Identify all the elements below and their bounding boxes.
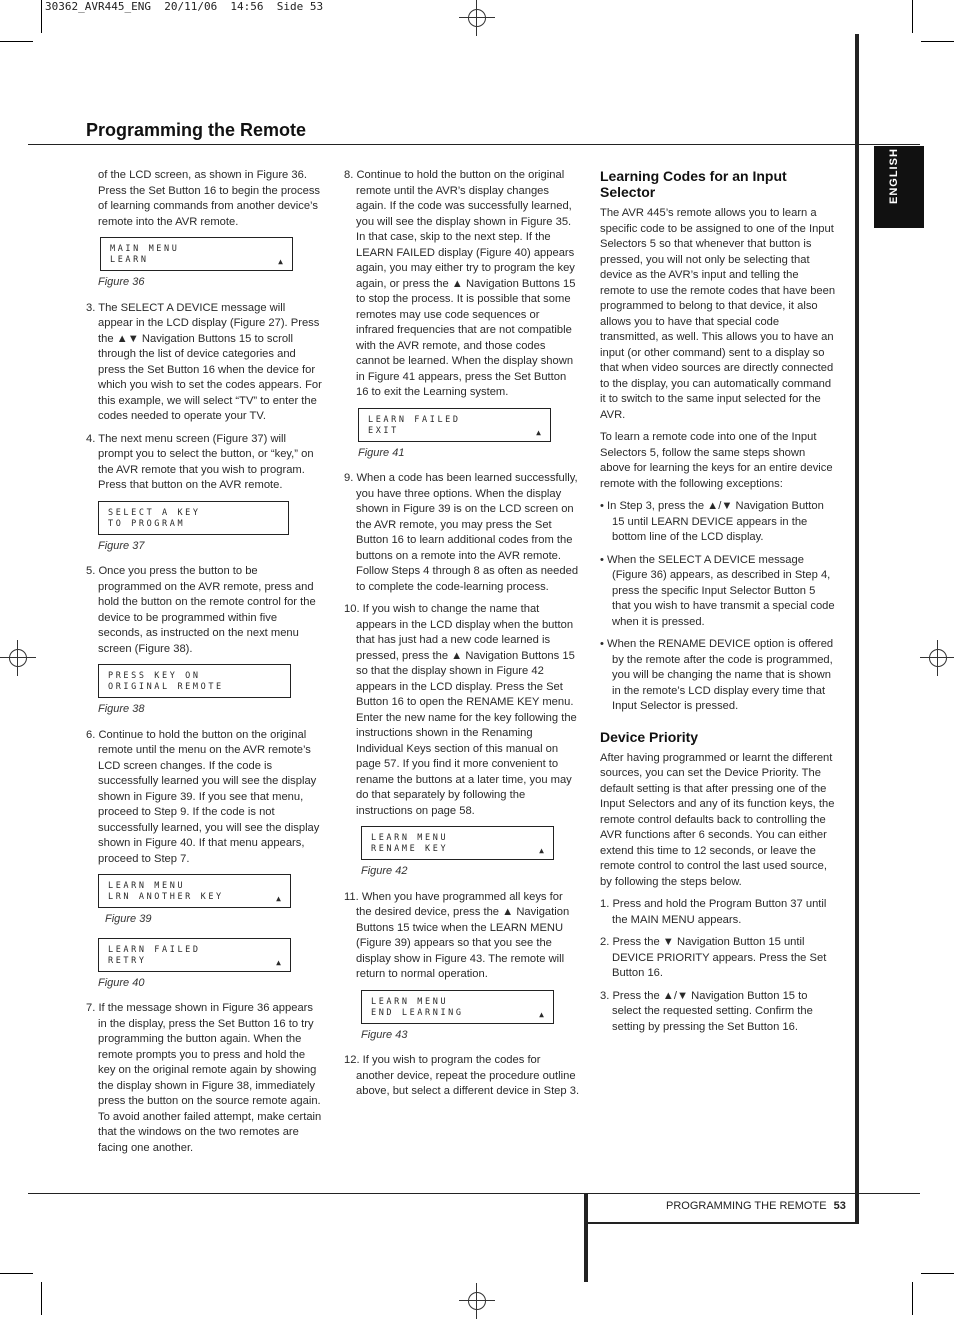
step-7: 7. If the message shown in Figure 36 appears in the display, press the Set Button 16 to try programming the button again. When the remote prompts you to press and hold the key on the original remote again by showing the display shown in Figure 38, immediately press the button on the source remote again. To avoid another failed attempt, make certain that the windows on the two remotes are facing one another. (86, 1002, 322, 1154)
lcd-figure-38 (98, 664, 291, 698)
registration-mark (459, 1283, 495, 1319)
step-6: 6. Continue to hold the button on the original remote until the menu on the AVR remote’s LCD screen changes. If the code is successfully learned you will see the display shown in Figure 39. If you see that menu, proceed to Step 9. If the code is not successfully learned, you will see the display shown in Figure 40. If that menu appears, proceed to Step 7. (86, 728, 320, 865)
arrow-up-icon: ▲ (278, 257, 283, 266)
crop-mark (921, 1273, 954, 1274)
header-rule (28, 144, 920, 145)
lcd-line-2: LRN ANOTHER KEY (108, 892, 224, 902)
lcd-line-2: RENAME KEY (371, 844, 449, 854)
bullet-item: • When the RENAME DEVICE option is offered by the remote after the code is programmed, you will be changing the name that is shown in the remote’s LCD display every time that Input Selector is pressed. (600, 638, 834, 712)
arrow-up-icon: ▲ (276, 957, 281, 967)
crop-mark (41, 0, 42, 33)
column-3 (600, 168, 836, 1042)
step-11: 11. When you have programmed all keys for the desired device, press the ▲ Navigation Buttons 15 twice when the LEARN MENU (Figure 39) appears so that you see the display show in Figure 43. The remote will return to normal operation. (344, 890, 570, 980)
figure-caption: Figure 39 (105, 913, 152, 925)
footer-rule-right (584, 1222, 859, 1224)
crop-mark (912, 1282, 913, 1315)
figure-caption: Figure 43 (361, 1028, 408, 1041)
arrow-up-icon: ▲ (539, 846, 544, 855)
lcd-line-2: LEARN (110, 255, 149, 265)
page-title: Programming the Remote (86, 120, 307, 140)
step-5: 5. Once you press the button to be programmed on the AVR remote, press and hold the button on the remote control for the device to be programmed within five seconds, as instructed on the next menu screen (Figure 38). (86, 565, 316, 655)
lcd-line-1: PRESS KEY ON (108, 671, 201, 681)
lcd-line-2: ORIGINAL REMOTE (108, 682, 224, 692)
figure-caption: Figure 37 (98, 539, 145, 552)
print-slug: 30362_AVR445_ENG 20/11/06 14:56 Side 53 (45, 0, 324, 13)
crop-mark (0, 1273, 33, 1274)
lcd-figure-37 (98, 501, 289, 535)
lcd-line-1: SELECT A KEY (108, 507, 201, 518)
crop-mark (912, 0, 913, 33)
language-tab (874, 146, 924, 228)
figure-caption: Figure 40 (98, 976, 145, 989)
lcd-line-1: LEARN FAILED (108, 944, 201, 955)
section-heading-learning-codes: Learning Codes for an Input Selector (600, 168, 787, 200)
paragraph: To learn a remote code into one of the Input Selectors 5, follow the same steps shown above for learning the keys for an entire device remote with the following exceptions: (600, 431, 833, 490)
footer (666, 1200, 846, 1212)
paragraph: After having programmed or learnt the different sources, you can set the Device Priority. The default setting is that after pressing one of the Input Selectors and any of its function keys, the remote control defaults back to controlling the AVR functions after 6 seconds. You can either extend this time to 12 seconds, or leave the remote control to control the last used source, by following the steps below. (600, 751, 835, 888)
lcd-line-2: RETRY (108, 955, 147, 966)
lcd-line-1: LEARN FAILED (368, 414, 461, 425)
paragraph: The AVR 445’s remote allows you to learn a specific code to be assigned to one of the Input Selectors 5 so that whenever that button is pressed, you will not only be selecting that device as the AVR’s input and telling the remote to use the remote codes that have been programmed to belong to that device, it also allows you to have that special code transmitted, as well. This allows you to have an input (or other command) sent to a display so that when video sources are directly connected to the display, you can automatically command it to switch to the same input selected for the AVR. (600, 207, 836, 421)
figure-caption: Figure 41 (358, 446, 405, 459)
crop-mark (41, 1282, 42, 1315)
registration-mark (920, 640, 954, 676)
crop-mark (921, 41, 954, 42)
bullet-item: • When the SELECT A DEVICE message (Figure 36) appears, as described in Step 4, press the specific Input Selector Button 5 that you wish to have transmit a special code when it is pressed. (600, 553, 835, 628)
step-2: 2. Press the ▼ Navigation Button 15 until DEVICE PRIORITY appears. Press the Set Button 16. (600, 936, 827, 979)
footer-divider (584, 1194, 588, 1282)
footer-label: PROGRAMMING THE REMOTE (666, 1200, 827, 1212)
figure-caption: Figure 42 (361, 865, 408, 877)
lcd-line-1: LEARN MENU (371, 996, 449, 1007)
lcd-figure-42 (361, 826, 554, 860)
step-8: 8. Continue to hold the button on the original remote until the AVR’s display changes again. If the code was successfully learned, you will see the display shown in Figure 35. In that case, skip to the next step. If the LEARN FAILED display (Figure 40) appears again, you may either try to program the key again, or press the ▲ Navigation Buttons 15 to stop the process. It is possible that some remotes may use code sequences or infrared frequencies that are not compatible with the AVR remote, and those codes cannot be learned. When the display shown in Figure 41 appears, press the Set Button 16 to exit the Learning system. (344, 169, 576, 398)
bullet-item: • In Step 3, press the ▲/▼ Navigation Button 15 until LEARN DEVICE appears in the bottom line of the LCD display. (600, 500, 824, 543)
footer-rule (28, 1193, 920, 1194)
intro-text: of the LCD screen, as shown in Figure 36. Press the Set Button 16 to begin the process of learning commands from another device’s remote into the AVR remote. (98, 169, 321, 228)
lcd-line-1: MAIN MENU (110, 244, 180, 254)
column-1 (86, 168, 322, 1163)
lcd-line-1: LEARN MENU (108, 881, 186, 891)
step-9: 9. When a code has been learned successfully, you have three options. When the display shown in Figure 39 is on the LCD screen on the AVR remote, you may press the Set Button 16 to learn additional codes from the buttons on a remote into the AVR remote. Follow Steps 4 through 8 as often as needed to complete the code-learning process. (344, 472, 579, 593)
step-3: 3. The SELECT A DEVICE message will appear in the LCD display (Figure 27). Press the ▲▼ Navigation Buttons 15 to scroll through the list of device categories and press the Set Button 16 when the device for which you wish to set the codes appears. For this example, we will select “TV” to enter the codes needed to operate your TV. (86, 301, 322, 422)
lcd-figure-41 (358, 408, 551, 442)
section-heading-device-priority: Device Priority (600, 728, 699, 745)
lcd-line-1: LEARN MENU (371, 833, 449, 843)
arrow-up-icon: ▲ (276, 894, 281, 903)
step-1: 1. Press and hold the Program Button 37 until the MAIN MENU appears. (600, 898, 827, 926)
lcd-figure-43 (361, 990, 554, 1024)
lcd-figure-36 (100, 237, 293, 271)
arrow-up-icon: ▲ (539, 1009, 544, 1019)
lcd-line-2: END LEARNING (371, 1007, 464, 1018)
language-tab-label: ENGLISH (888, 148, 900, 204)
lcd-figure-39 (98, 874, 291, 908)
figure-caption: Figure 36 (98, 276, 145, 288)
registration-mark (459, 0, 495, 36)
column-2 (344, 168, 580, 1107)
lcd-line-2: TO PROGRAM (108, 518, 186, 529)
step-3-priority: 3. Press the ▲/▼ Navigation Button 15 to select the requested setting. Confirm the setting by pressing the Set Button 16. (600, 989, 813, 1033)
step-4: 4. The next menu screen (Figure 37) will prompt you to select the button, or “key,” on the AVR remote that you wish to program. Press that button on the AVR remote. (86, 432, 314, 491)
crop-mark (0, 41, 33, 42)
figure-caption: Figure 38 (98, 703, 145, 715)
lcd-figure-40 (98, 938, 291, 972)
lcd-line-2: EXIT (368, 425, 399, 436)
page-number: 53 (833, 1200, 846, 1212)
step-10: 10. If you wish to change the name that appears in the LCD display when the button that has just had a new code learned is pressed, press the ▲ Navigation Buttons 15 so that the display shown in Figure 42 appears in the LCD display. Press the Set Button 16 to open the RENAME KEY menu. Enter the new name for the key following the instructions shown in the Renaming Individual Keys section of this manual on page 57. If you find it more convenient to rename the buttons at a later time, you may do that separately by following the instructions on page 58. (344, 603, 577, 817)
step-12: 12. If you wish to program the codes for another device, repeat the procedure outline above, but select a different device in Step 3. (344, 1054, 580, 1097)
registration-mark (0, 640, 36, 676)
arrow-up-icon: ▲ (536, 427, 541, 437)
right-page-border (855, 34, 859, 1224)
